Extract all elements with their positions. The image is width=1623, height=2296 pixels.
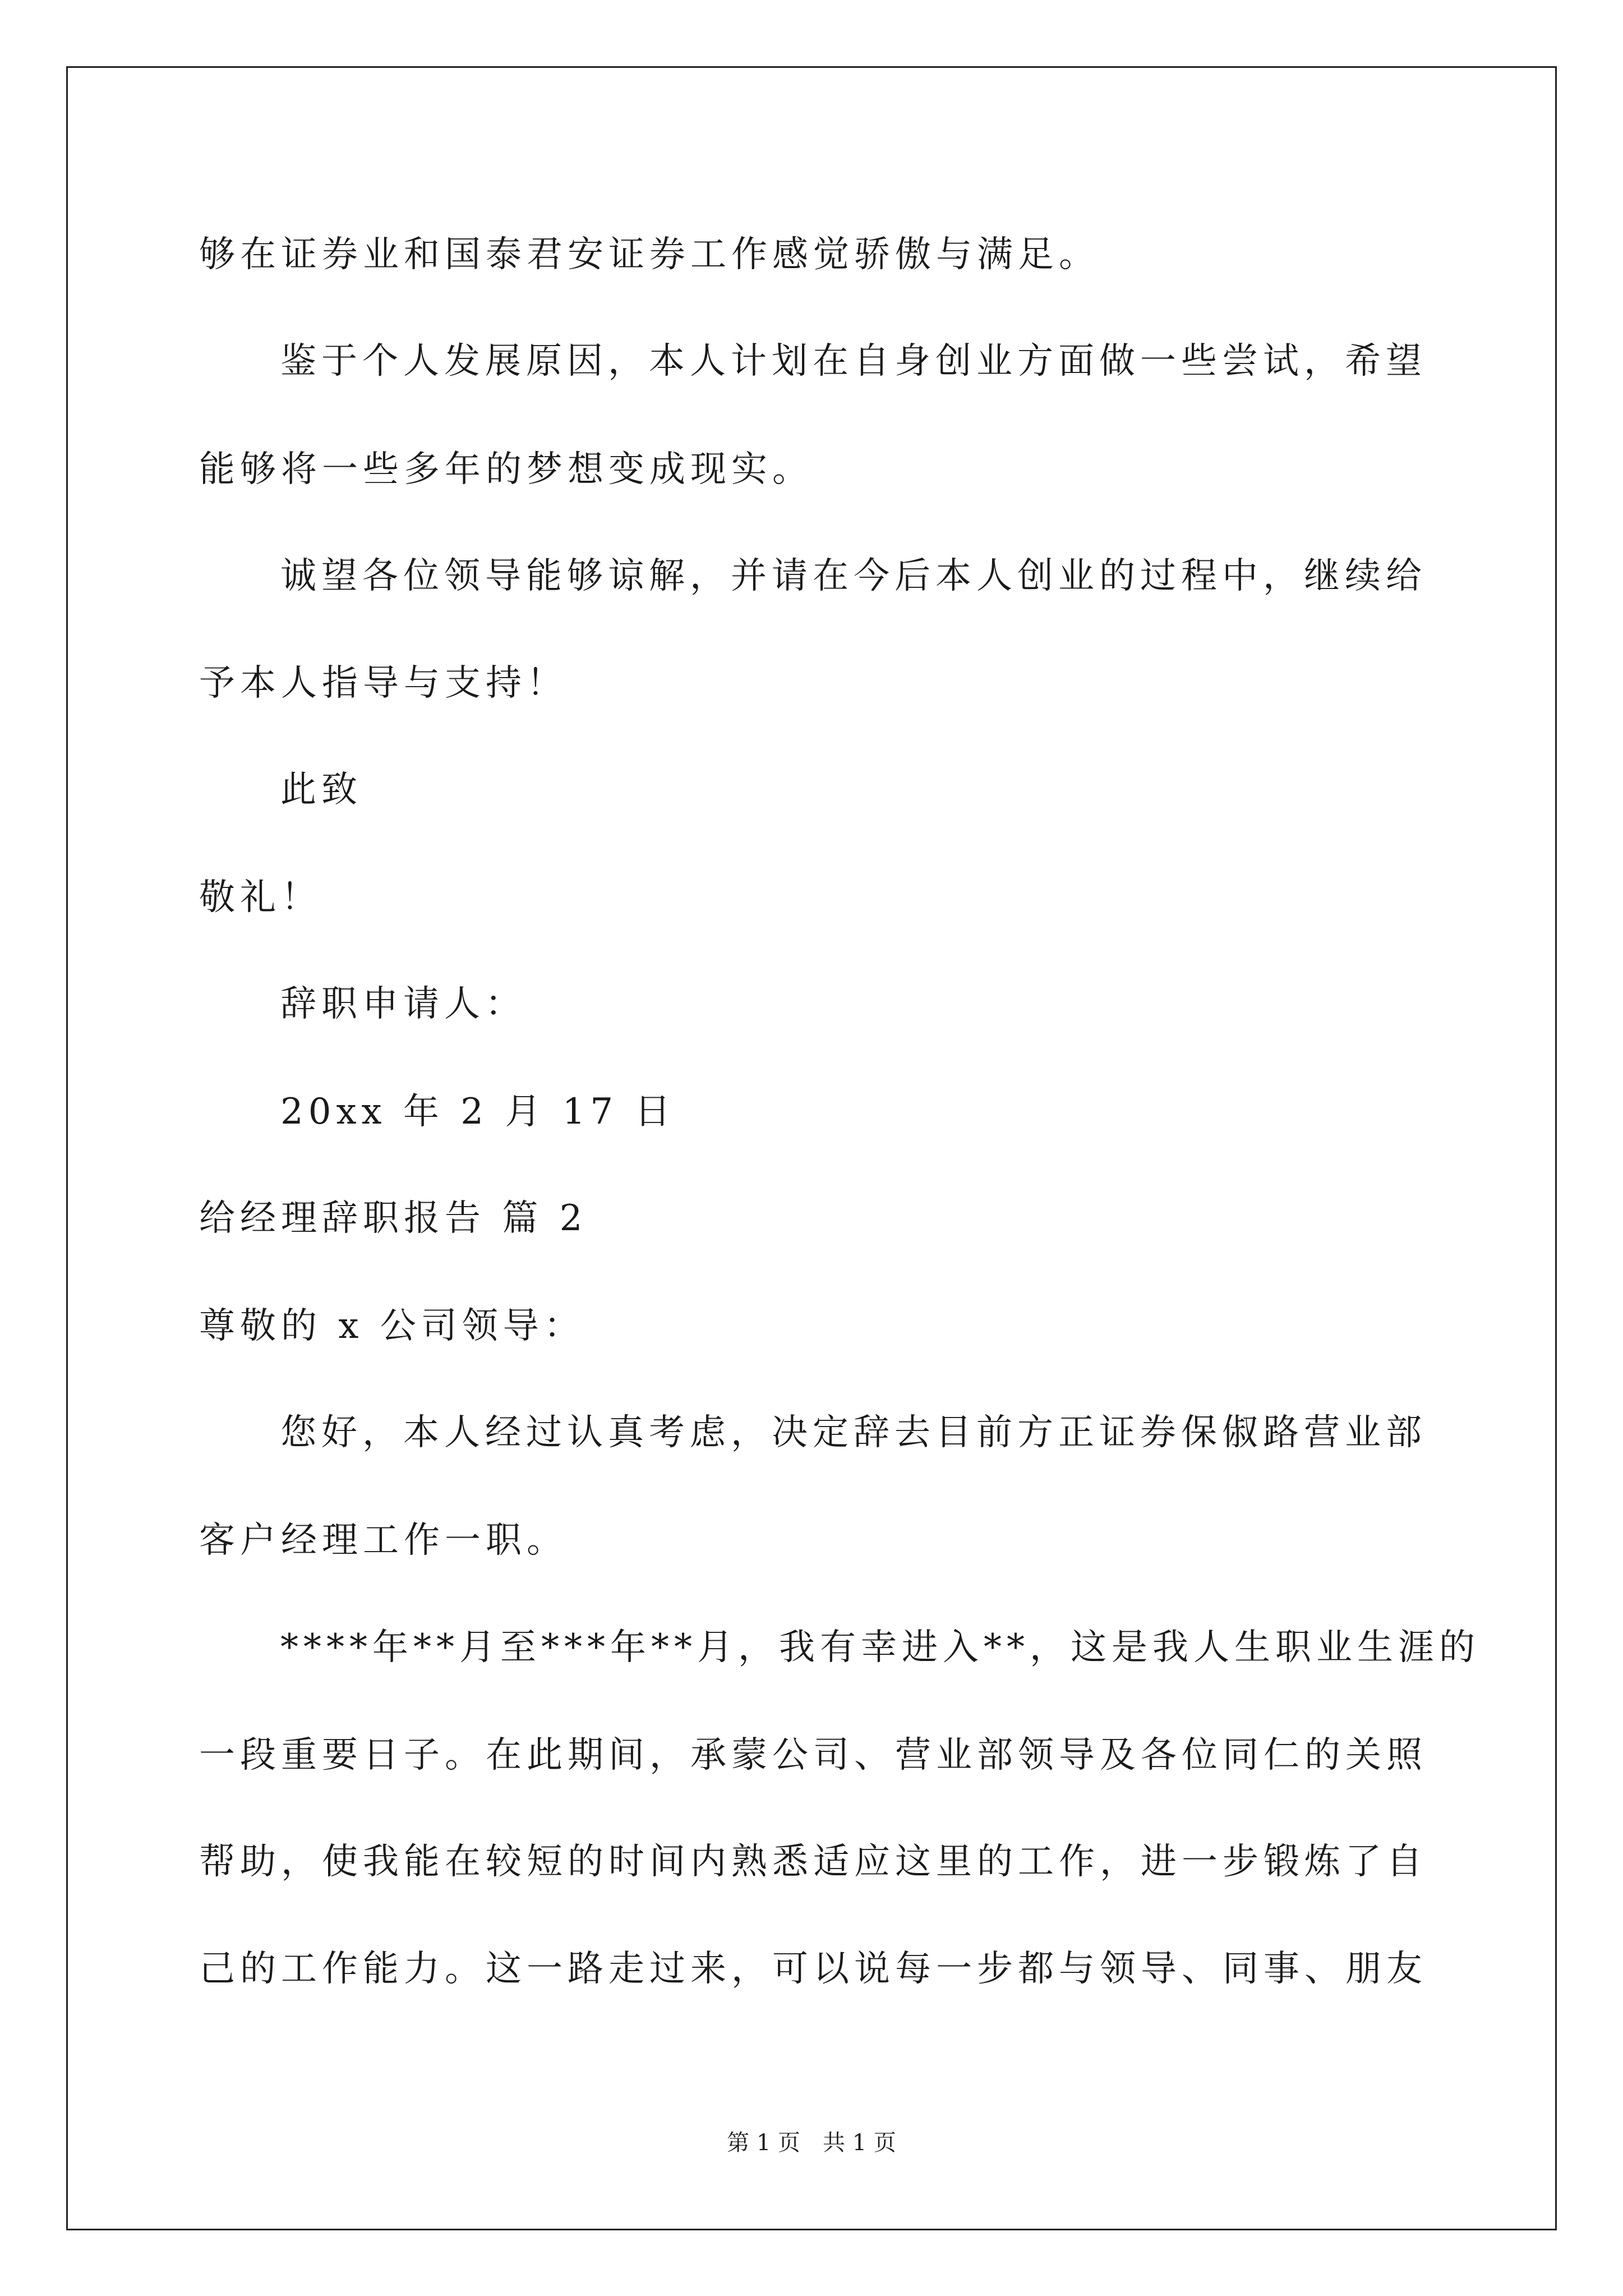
paragraph-line: ****年**月至***年**月，我有幸进入**，这是我人生职业生涯的: [280, 1627, 1480, 1668]
date-line: 20xx 年 2 月 17 日: [280, 1091, 676, 1133]
page-footer: 第 1 页 共 1 页: [727, 2130, 896, 2156]
paragraph-line: 能够将一些多年的梦想变成现实。: [199, 449, 813, 490]
paragraph-line: 一段重要日子。在此期间，承蒙公司、营业部领导及各位同仁的关照: [199, 1734, 1427, 1776]
closing-salutation: 此致: [280, 769, 362, 811]
paragraph-line: 够在证券业和国泰君安证券工作感觉骄傲与满足。: [199, 234, 1100, 275]
paragraph-line: 客户经理工作一职。: [199, 1520, 568, 1561]
paragraph-line: 予本人指导与支持！: [199, 662, 568, 704]
paragraph-line: 您好，本人经过认真考虑，决定辞去目前方正证券保俶路营业部: [280, 1412, 1427, 1453]
greeting-line: 尊敬的 x 公司领导：: [199, 1305, 585, 1347]
paragraph-line: 诚望各位领导能够谅解，并请在今后本人创业的过程中，继续给: [280, 555, 1427, 597]
section-heading: 给经理辞职报告 篇 2: [199, 1198, 588, 1239]
paragraph-line: 鉴于个人发展原因，本人计划在自身创业方面做一些尝试，希望: [280, 341, 1427, 382]
closing-regards: 敬礼！: [199, 877, 322, 918]
signature-label: 辞职申请人：: [280, 983, 526, 1025]
paragraph-line: 帮助，使我能在较短的时间内熟悉适应这里的工作，进一步锻炼了自: [199, 1841, 1427, 1883]
paragraph-line: 己的工作能力。这一路走过来，可以说每一步都与领导、同事、朋友: [199, 1948, 1427, 1990]
